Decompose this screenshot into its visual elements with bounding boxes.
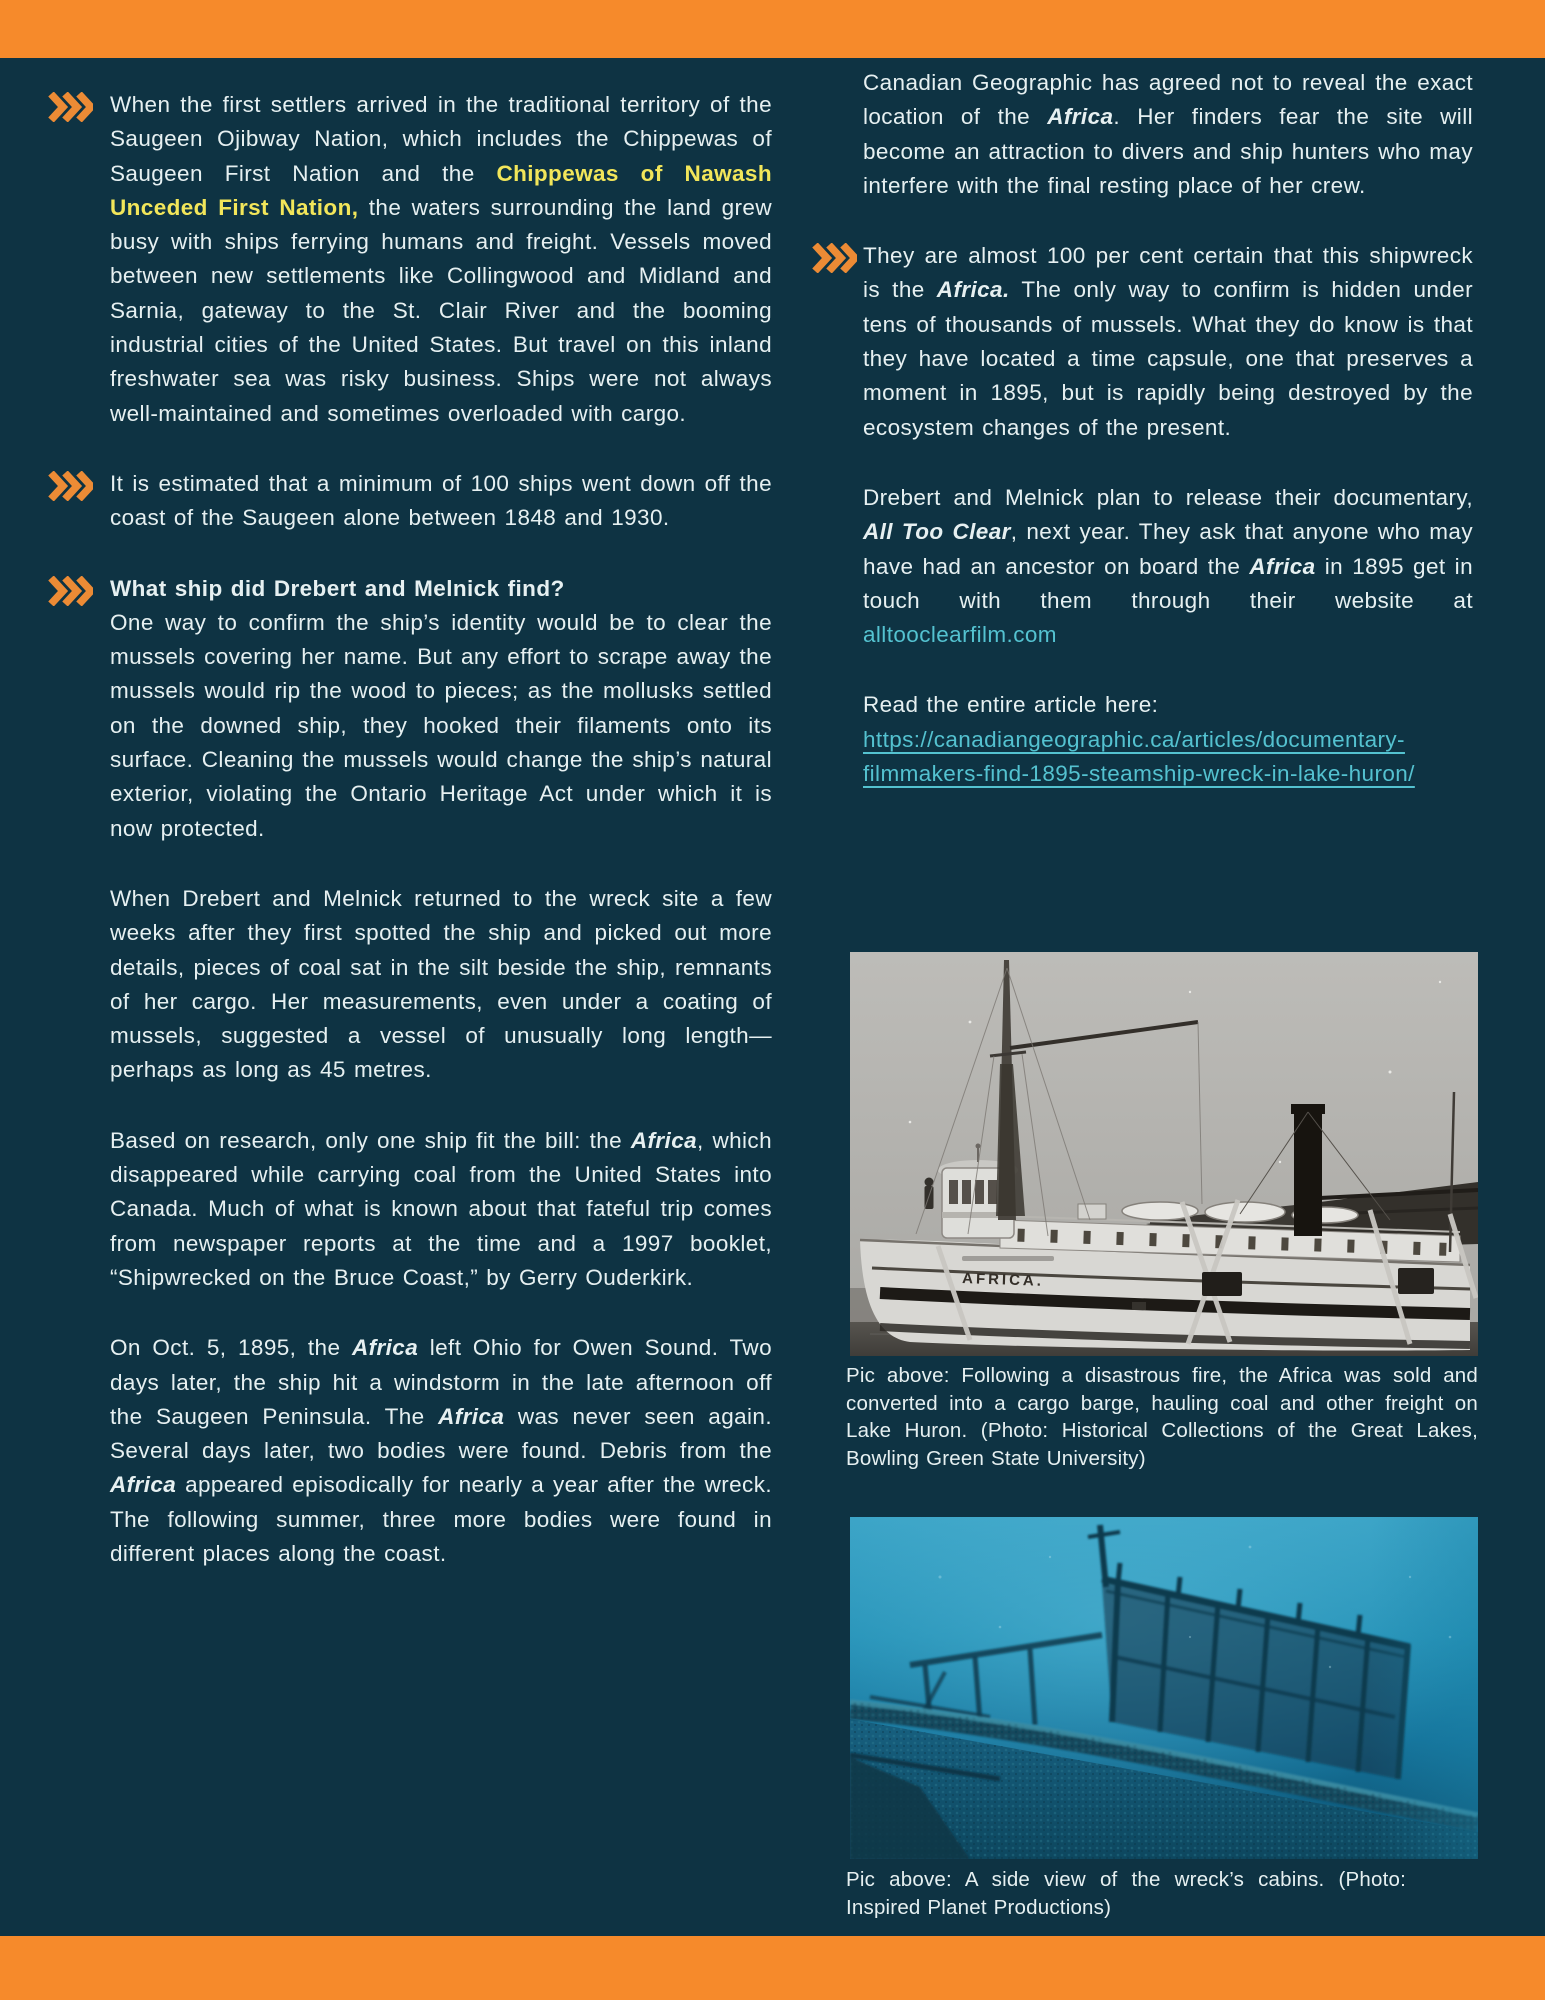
text-segment: . Her finders fear the site will become an attraction to divers and ship hunters who may interfere with the final resting place of her crew. xyxy=(863,104,1473,198)
paragraph xyxy=(110,1331,772,1571)
smokestack xyxy=(1294,1110,1322,1236)
text-segment: , next year. They ask that anyone who may have had an ancestor on board the xyxy=(863,519,1473,579)
bullet-paragraph xyxy=(110,88,772,431)
text-segment: Africa xyxy=(1249,553,1316,579)
text-segment: left Ohio for Owen Sound. Two days later, the ship hit a windstorm in the late afternoon off the Saugeen Peninsula. The xyxy=(110,1335,772,1429)
paragraph xyxy=(863,688,1473,791)
triple-chevron-icon xyxy=(812,243,857,273)
paragraph xyxy=(863,66,1473,203)
text-segment: Africa xyxy=(630,1127,698,1153)
triple-chevron-icon xyxy=(48,92,93,122)
wreck-photo-caption xyxy=(846,1866,1406,1921)
bottom-orange-bar xyxy=(0,1936,1545,2000)
left-text-column xyxy=(110,88,772,1571)
paragraph xyxy=(863,481,1473,652)
top-orange-bar xyxy=(0,0,1545,58)
ship-photo-caption xyxy=(846,1362,1478,1472)
text-segment: the waters surrounding the land grew busy with ships ferrying humans and freight. Vessels moved between new settlements like Collingwood and Midland and Sarnia, gateway to the St. Clair River and the booming industrial cities of the United States. But travel on this inland freshwater sea was risky business. Ships were not always well-maintained and sometimes overloaded with cargo. xyxy=(110,194,772,426)
right-text-column xyxy=(863,66,1473,791)
text-segment: One way to confirm the ship’s identity would be to clear the mussels covering her name. But any effort to scrape away the mussels would rip the wood to pieces; as the mollusks settled on the downed ship, they hooked their filaments onto its surface. Cleaning the mussels would change the ship’s natural exterior, violating the Ontario Heritage Act under which it is now protected. xyxy=(110,609,772,841)
alltooclearfilm-link[interactable]: alltooclearfilm.com xyxy=(863,622,1057,648)
wreck-photo-caption-text xyxy=(846,1866,1406,1921)
text-segment: , which disappeared while carrying coal from the United States into Canada. Much of what is known about that fateful trip comes from newspaper reports at the time and a 1997 booklet, “Shipwrecked on the Bruce Coast,” by Gerry Ouderkirk. xyxy=(110,1127,772,1290)
text-segment: What ship did Drebert and Melnick find? xyxy=(110,575,565,601)
text-segment: Drebert and Melnick plan to release their documentary, xyxy=(863,484,1473,510)
bullet-paragraph xyxy=(110,572,772,846)
bullet-paragraph xyxy=(863,239,1473,445)
text-segment: appeared episodically for nearly a year after the wreck. The following summer, three more bodies were found in different places along the coast. xyxy=(110,1472,772,1566)
paragraph xyxy=(110,1124,772,1295)
text-segment: Africa xyxy=(351,1335,419,1361)
text-segment: Africa xyxy=(110,1472,177,1498)
text-segment: Canadian Geographic has agreed not to reveal the exact location of the xyxy=(863,70,1473,130)
paragraph xyxy=(110,882,772,1088)
text-segment: Africa. xyxy=(936,277,1010,303)
text-segment: Africa xyxy=(438,1403,505,1429)
text-segment: Pic above: Following a disastrous fire, the Africa was sold and converted into a cargo barge, hauling coal and other freight on Lake Huron. (Photo: Historical Collections of the Great Lakes, Bowling Green State University) xyxy=(846,1364,1478,1470)
text-segment: When Drebert and Melnick returned to the wreck site a few weeks after they first spotted the ship and picked out more details, pieces of coal sat in the silt beside the ship, remnants of her cargo. Her measurements, even under a coating of mussels, suggested a vessel of unusually long length—perhaps as long as 45 metres. xyxy=(110,885,772,1083)
text-segment: Chippewas of Nawash Unceded First Nation, xyxy=(110,160,772,220)
bullet-paragraph xyxy=(110,467,772,536)
text-segment: All Too Clear xyxy=(863,519,1011,545)
ship-photo-caption-text xyxy=(846,1362,1478,1472)
text-segment: Read the entire article here: xyxy=(863,692,1159,718)
article-url-link[interactable]: https://canadiangeographic.ca/articles/documentary-filmmakers-find-1895-steamship-wreck-in-lake-huron/ xyxy=(863,726,1415,787)
text-segment: Pic above: A side view of the wreck’s cabins. (Photo: Inspired Planet Productions) xyxy=(846,1868,1406,1919)
text-segment: Africa xyxy=(1047,104,1114,130)
text-segment: was never seen again. Several days later, two bodies were found. Debris from the xyxy=(110,1403,772,1464)
historic-ship-photo xyxy=(850,952,1478,1356)
ship-hull-name: AFRICA. xyxy=(961,1270,1045,1290)
triple-chevron-icon xyxy=(48,471,93,501)
text-segment: The only way to confirm is hidden under tens of thousands of mussels. What they do know is that they have located a time capsule, one that preserves a moment in 1895, but is rapidly being destroyed by the ecosystem changes of the present. xyxy=(863,277,1473,440)
text-segment: When the first settlers arrived in the traditional territory of the Saugeen Ojibway Nation, which includes the Chippewas of Saugeen First Nation and the xyxy=(110,92,772,186)
text-segment: in 1895 get in touch with them through their website at xyxy=(863,553,1473,613)
text-segment: It is estimated that a minimum of 100 ships went down off the coast of the Saugeen alone between 1848 and 1930. xyxy=(110,470,772,531)
underwater-wreck-photo xyxy=(850,1517,1478,1859)
text-segment: On Oct. 5, 1895, the xyxy=(110,1335,352,1361)
text-segment: Based on research, only one ship fit the bill: the xyxy=(110,1127,631,1153)
text-segment: They are almost 100 per cent certain that this shipwreck is the xyxy=(863,243,1473,303)
triple-chevron-icon xyxy=(48,576,93,606)
